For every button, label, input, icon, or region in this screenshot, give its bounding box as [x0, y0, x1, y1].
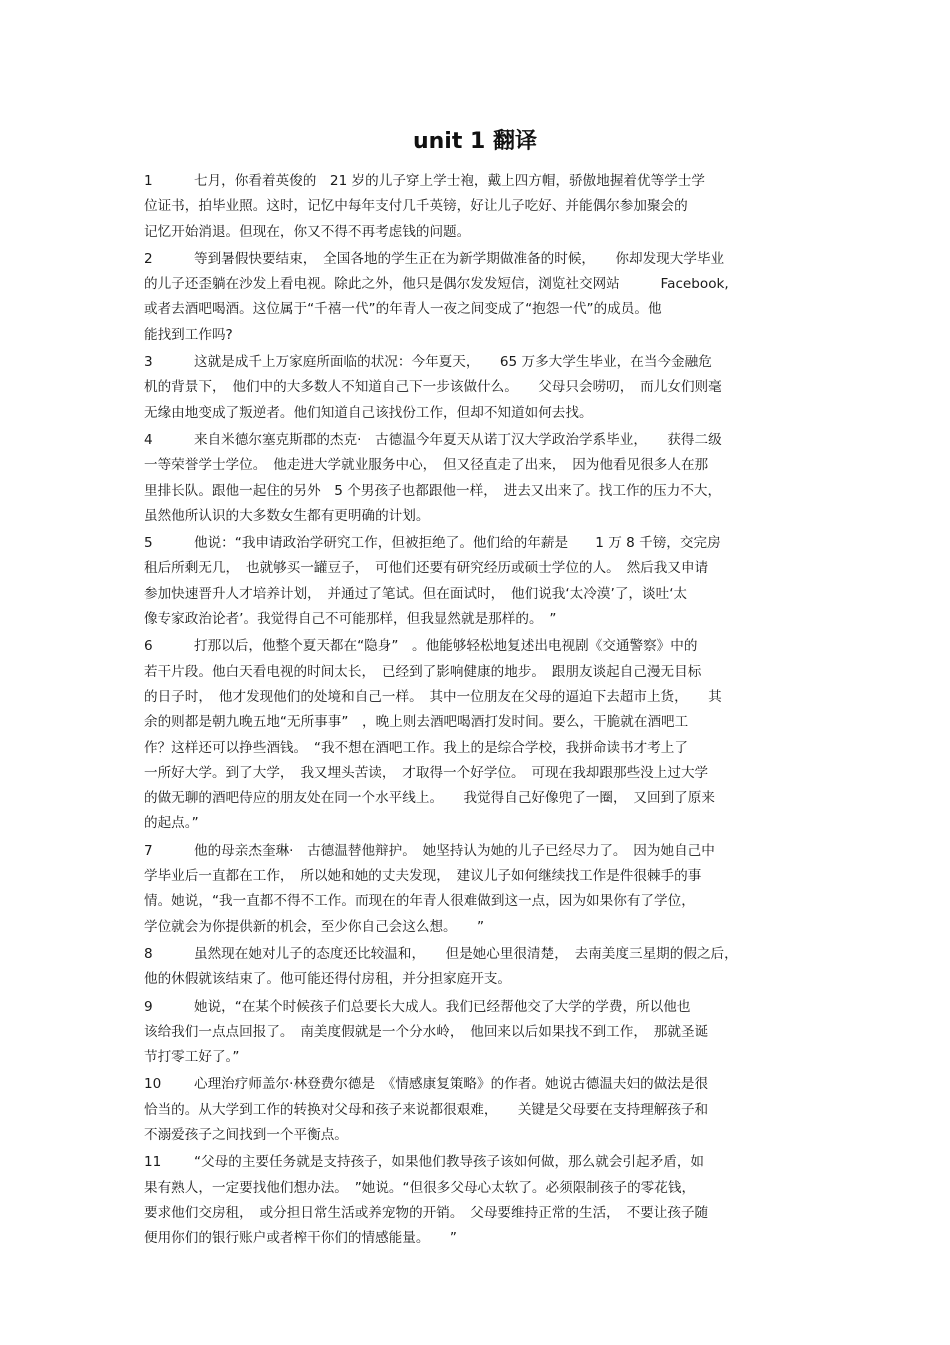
- paragraph-text: 心理治疗师盖尔·林登费尔德是 《情感康复策略》的作者。她说古德温夫妇的做法是很: [194, 1076, 709, 1093]
- paragraph-line: 一所好大学。到了大学， 我又埋头苦读， 才取得一个好学位。 可现在我却跟那些没上过大学: [144, 764, 709, 781]
- paragraph-text: 七月，你看着英俊的 21 岁的儿子穿上学士袍，戴上四方帽，骄傲地握着优等学士学: [194, 173, 705, 189]
- paragraph-4: [144, 428, 814, 529]
- paragraph-line: 能找到工作吗?: [144, 326, 233, 343]
- paragraph-line: 无缘由地变成了叛逆者。他们知道自己该找份工作，但却不知道如何去找。: [144, 404, 593, 421]
- paragraph-line: 机的背景下， 他们中的大多数人不知道自己下一步该做什么。 父母只会唠叨， 而儿女们则毫: [144, 379, 722, 396]
- paragraph-text: “父母的主要任务就是支持孩子，如果他们教导孩子该如何做，那么就会引起矛盾，如: [194, 1154, 705, 1171]
- paragraph-line: 情。她说，“我一直都不得不工作。而现在的年青人很难做到这一点，因为如果你有了学位，: [144, 893, 695, 910]
- paragraph-number: 10: [144, 1076, 162, 1093]
- paragraph-2: [144, 247, 814, 348]
- paragraph-text: 她说，“在某个时候孩子们总要长大成人。我们已经帮他交了大学的学费，所以他也: [194, 998, 691, 1015]
- paragraph-8: [144, 942, 814, 993]
- paragraph-5: [144, 531, 814, 632]
- paragraph-line: [144, 531, 814, 556]
- paragraph-10: [144, 1072, 814, 1148]
- paragraph-number: 4: [144, 431, 153, 448]
- paragraph-line: [144, 1072, 814, 1097]
- paragraph-number: 1: [144, 173, 153, 189]
- paragraph-line: 学位就会为你提供新的机会，至少你自己会这么想。 ”: [144, 918, 485, 935]
- paragraph-1: [144, 169, 814, 245]
- paragraph-line: 的日子时， 他才发现他们的处境和自己一样。 其中一位朋友在父母的逼迫下去超市上货， 其: [144, 688, 722, 705]
- paragraph-line: 该给我们一点点回报了。 南美度假就是一个分水岭， 他回来以后如果找不到工作， 那就圣诞: [144, 1023, 709, 1040]
- paragraph-line: 参加快速晋升人才培养计划， 并通过了笔试。但在面试时， 他们说我‘太冷漠’了，谈吐‘太: [144, 585, 688, 602]
- paragraph-number: 6: [144, 638, 153, 655]
- paragraph-line: [144, 634, 814, 659]
- paragraph-line: 学毕业后一直都在工作， 所以她和她的丈夫发现， 建议儿子如何继续找工作是件很棘手的事: [144, 868, 702, 885]
- paragraph-line: 要求他们交房租， 或分担日常生活或养宠物的开销。 父母要维持正常的生活， 不要让孩子随: [144, 1204, 709, 1221]
- paragraph-number: 11: [144, 1154, 162, 1171]
- paragraph-line: 便用你们的银行账户或者榨干你们的情感能量。 ”: [144, 1230, 457, 1247]
- paragraph-line: [144, 350, 814, 375]
- paragraph-line: 他的休假就该结束了。他可能还得付房租，并分担家庭开支。: [144, 971, 512, 988]
- paragraph-text: 他说：“我申请政治学研究工作，但被拒绝了。他们给的年薪是 1 万 8 千镑，交完房: [194, 535, 721, 552]
- paragraph-number: 8: [144, 945, 153, 962]
- paragraph-7: [144, 839, 814, 940]
- paragraph-number: 3: [144, 354, 153, 371]
- paragraph-number: 7: [144, 842, 153, 859]
- page-title: unit 1 翻译: [412, 129, 537, 154]
- paragraph-line: 的起点。”: [144, 815, 199, 832]
- paragraph-6: [144, 634, 814, 836]
- document-body: [144, 169, 814, 1253]
- paragraph-text: 打那以后，他整个夏天都在“隐身” 。他能够轻松地复述出电视剧《交通警察》中的: [194, 638, 698, 655]
- paragraph-text: 这就是成千上万家庭所面临的状况：今年夏天， 65 万多大学生毕业，在当今金融危: [194, 354, 712, 371]
- paragraph-line: 租后所剩无几， 也就够买一罐豆子， 可他们还要有研究经历或硕士学位的人。 然后我又申请: [144, 560, 709, 577]
- paragraph-line: 若干片段。他白天看电视的时间太长， 已经到了影响健康的地步。 跟朋友谈起自己漫无目标: [144, 663, 702, 680]
- paragraph-number: 2: [144, 250, 153, 267]
- paragraph-text: 虽然现在她对儿子的态度还比较温和， 但是她心里很清楚， 去南美度三星期的假之后，: [194, 945, 738, 962]
- paragraph-line: 像专家政治论者’。我觉得自己不可能那样，但我显然就是那样的。 ”: [144, 611, 557, 628]
- paragraph-11: [144, 1150, 814, 1251]
- paragraph-3: [144, 350, 814, 426]
- paragraph-line: [144, 942, 814, 967]
- paragraph-line: [144, 995, 814, 1020]
- paragraph-text: 来自米德尔塞克斯郡的杰克· 古德温今年夏天从诺丁汉大学政治学系毕业， 获得二级: [194, 431, 722, 448]
- paragraph-number: 9: [144, 998, 153, 1015]
- paragraph-line: 位证书，拍毕业照。这时，记忆中每年支付几千英镑，好让儿子吃好、并能偶尔参加聚会的: [144, 198, 688, 215]
- paragraph-line: 不溺爱孩子之间找到一个平衡点。: [144, 1126, 348, 1143]
- paragraph-line: 虽然他所认识的大多数女生都有更明确的计划。: [144, 507, 430, 524]
- paragraph-line: [144, 428, 814, 453]
- paragraph-line: 或者去酒吧喝酒。这位属于“千禧一代”的年青人一夜之间变成了“抱怨一代”的成员。他: [144, 301, 662, 318]
- paragraph-line: 里排长队。跟他一起住的另外 5 个男孩子也都跟他一样， 进去又出来了。找工作的压力不大，: [144, 482, 722, 499]
- paragraph-line: 的做无聊的酒吧侍应的朋友处在同一个水平线上。 我觉得自己好像兜了一圈， 又回到了原来: [144, 790, 715, 807]
- paragraph-line: 一等荣誉学士学位。 他走进大学就业服务中心， 但又径直走了出来， 因为他看见很多人在那: [144, 457, 709, 474]
- paragraph-line: 余的则都是朝九晚五地“无所事事” ，晚上则去酒吧喝酒打发时间。要么，干脆就在酒吧工: [144, 714, 689, 731]
- paragraph-line: 的儿子还歪躺在沙发上看电视。除此之外，他只是偶尔发发短信，浏览社交网站 Facebook,: [144, 276, 729, 293]
- paragraph-line: [144, 839, 814, 864]
- paragraph-number: 5: [144, 535, 153, 552]
- paragraph-line: [144, 1150, 814, 1175]
- paragraph-line: 节打零工好了。”: [144, 1049, 240, 1066]
- paragraph-line: 作？这样还可以挣些酒钱。 “我不想在酒吧工作。我上的是综合学校，我拼命读书才考上了: [144, 739, 688, 756]
- paragraph-line: [144, 169, 814, 194]
- paragraph-9: [144, 995, 814, 1071]
- paragraph-line: 恰当的。从大学到工作的转换对父母和孩子来说都很艰难， 关键是父母要在支持理解孩子和: [144, 1101, 709, 1118]
- paragraph-line: 记忆开始消退。但现在，你又不得不再考虑钱的问题。: [144, 223, 471, 240]
- paragraph-text: 等到暑假快要结束， 全国各地的学生正在为新学期做准备的时候， 你却发现大学毕业: [194, 250, 725, 267]
- paragraph-line: 果有熟人，一定要找他们想办法。 ”她说。“但很多父母心太软了。必须限制孩子的零花钱，: [144, 1179, 696, 1196]
- paragraph-line: [144, 247, 814, 272]
- paragraph-text: 他的母亲杰奎琳· 古德温替他辩护。 她坚持认为她的儿子已经尽力了。 因为她自己中: [194, 842, 715, 859]
